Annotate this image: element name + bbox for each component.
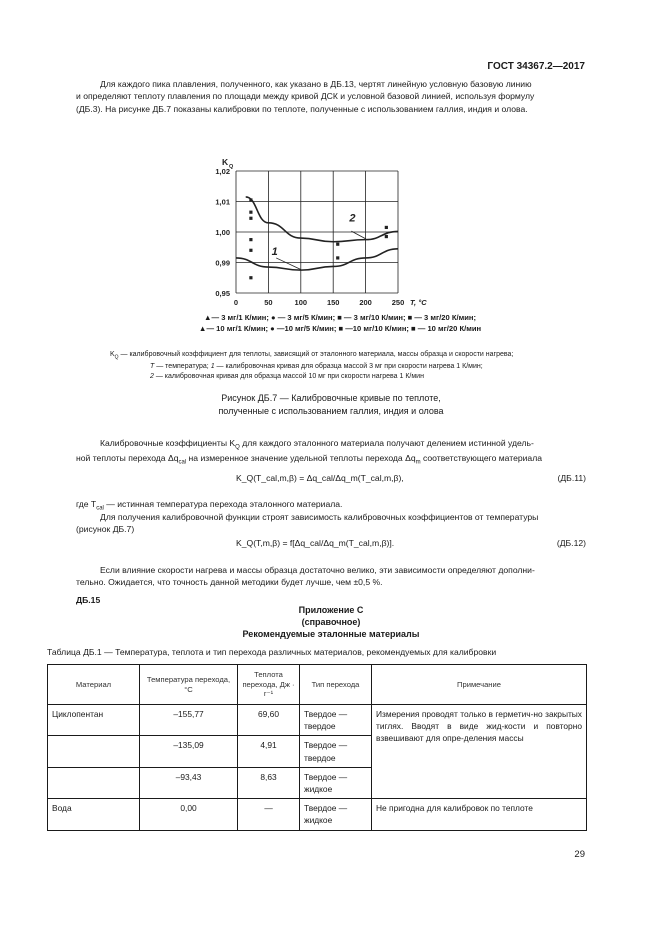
- table-row: [48, 705, 587, 736]
- data-point: [249, 217, 252, 220]
- data-point: [336, 256, 339, 259]
- appendix-subject: Рекомендуемые эталонные материалы: [242, 629, 420, 640]
- where-line: где $T_{cal}$ — истинная температура перехода эталонного материала.: [76, 499, 343, 512]
- cell-type: Твердое — жидкое: [300, 799, 372, 830]
- y-tick-label: 0,99: [215, 258, 230, 268]
- data-point: [385, 235, 388, 238]
- data-point: [385, 226, 388, 229]
- accuracy-paragraph: [76, 564, 586, 589]
- y-axis-label: K: [222, 157, 229, 167]
- cell-heat: 4,91: [238, 736, 300, 767]
- header-heat: Теплота перехода, Дж · г⁻¹: [238, 665, 300, 705]
- x-tick-label: 50: [264, 298, 273, 307]
- cell-temperature: –93,43: [140, 767, 238, 798]
- appendix-sub: (справочное): [301, 617, 361, 628]
- formula-db11-expression: K_Q(T_cal,m,β) = Δq_cal/Δq_m(T_cal,m,β),: [236, 473, 404, 483]
- formula-db11-number: (ДБ.11): [557, 473, 586, 483]
- series-line-1: [236, 249, 398, 270]
- header-temperature: Температура перехода,°С: [140, 665, 238, 705]
- legend-line-1: ▲— 3 мг/1 К/мин; ● — 3 мг/5 К/мин; ■ — 3 мг/10 К/мин; ■ — 3 мг/20 К/мин;: [203, 313, 476, 322]
- cal-line-2: ной теплоты перехода $\Delta q_{cal}$ на измеренное значение удельной теплоты перехода $\Delta q_m$ соответствующего материала: [76, 453, 543, 467]
- y-tick-label: 1,02: [215, 167, 230, 176]
- formula-db12-expression: K_Q(T,m,β) = f[Δq_cal/Δq_m(T_cal,m,β)].: [236, 538, 395, 548]
- accuracy-line-2: тельно. Ожидается, что точность данной методики будет лучше, чем ±0,5 %.: [76, 577, 383, 588]
- table-row: [48, 799, 587, 830]
- data-point: [249, 249, 252, 252]
- cell-material: Вода: [48, 799, 140, 830]
- figure-caption: [76, 392, 586, 418]
- header-type: Тип перехода: [300, 665, 372, 705]
- chart-legend: [140, 312, 540, 334]
- cell-type: Твердое — твердое: [300, 736, 372, 767]
- cell-temperature: –135,09: [140, 736, 238, 767]
- intro-line-3: (ДБ.3). На рисунке ДБ.7 показаны калибровки по теплоте, полученные с использованием галлия, индия и олова.: [76, 103, 528, 114]
- section-db15: ДБ.15: [76, 595, 101, 605]
- cell-note-cyclopentane: Измерения проводят только в герметич-но закрытых тиглях. Вводят в виде жид-кости и повторно взвешивают для опре-деления массы: [372, 705, 587, 799]
- cell-note: Не пригодна для калибровок по теплоте: [372, 799, 587, 830]
- x-tick-label: 200: [359, 298, 372, 307]
- x-tick-label: 0: [233, 298, 239, 307]
- function-line-1: Для получения калибровочной функции строят зависимость калибровочных коэффициентов от температуры: [100, 512, 539, 522]
- y-tick-label: 1,01: [215, 197, 230, 207]
- data-point: [249, 238, 252, 241]
- caption-line-2: полученные с использованием галлия, индия и олова: [218, 406, 444, 417]
- caption-line-1: Рисунок ДБ.7 — Калибровочные кривые по теплоте,: [221, 393, 441, 403]
- intro-paragraph: [76, 78, 586, 115]
- cell-type: Твердое — твердое: [300, 705, 372, 736]
- function-line-2: (рисунок ДБ.7): [76, 524, 135, 535]
- data-point: [336, 243, 339, 246]
- data-point: [249, 198, 252, 201]
- cell-heat: 8,63: [238, 767, 300, 798]
- cell-temperature: 0,00: [140, 799, 238, 830]
- x-tick-label: 250: [391, 298, 405, 307]
- series-label-2: 2: [349, 212, 356, 225]
- cell-type: Твердое — жидкое: [300, 767, 372, 798]
- note-line-3: 2 — калибровочная кривая для образца массой 10 мг при скорости нагрева 1 К/мин: [150, 373, 424, 381]
- x-tick-label: 150: [326, 298, 340, 307]
- appendix-title: Приложение С: [298, 605, 364, 615]
- appendix-heading: [76, 604, 586, 640]
- note-line-1: $K_Q$ — калибровочный коэффициент для теплоты, зависящий от эталонного материала, массы образца и скорости нагрева;: [110, 351, 514, 361]
- table-caption: Таблица ДБ.1 — Температура, теплота и тип перехода различных материалов, рекомендуемых для калибровки: [47, 647, 497, 657]
- calibration-paragraph: [76, 437, 586, 468]
- reference-materials-table: [47, 664, 587, 831]
- cell-heat: 69,60: [238, 705, 300, 736]
- figure-notes: [110, 350, 610, 383]
- y-tick-label: 1,00: [215, 228, 230, 237]
- note-line-2: T — температура; 1 — калибровочная кривая для образца массой 3 мг при скорости нагрева 1 К/мин;: [150, 362, 483, 370]
- function-paragraph: [76, 511, 586, 536]
- data-point: [249, 211, 252, 214]
- cell-material: [48, 736, 140, 767]
- header-material: Материал: [48, 665, 140, 705]
- formula-db12-number: (ДБ.12): [556, 538, 586, 548]
- header-note: Примечание: [372, 665, 587, 705]
- cell-material: Циклопентан: [48, 705, 140, 736]
- cal-line-1: Калибровочные коэффициенты $K_Q$ для каждого эталонного материала получают делением истинной удель-: [100, 438, 534, 451]
- cell-temperature: –155,77: [140, 705, 238, 736]
- intro-line-2: и определяют теплоту плавления по площади между кривой ДСК и условной базовой линией, используя формулу: [76, 91, 535, 102]
- y-axis-label-sub: Q: [229, 164, 234, 170]
- standard-header: ГОСТ 34367.2—2017: [487, 61, 585, 72]
- x-axis-label: T, °C: [410, 298, 427, 307]
- accuracy-line-1: Если влияние скорости нагрева и массы образца достаточно велико, эти зависимости определяют дополни-: [100, 565, 535, 575]
- x-tick-label: 100: [294, 298, 308, 307]
- data-point: [249, 276, 252, 279]
- legend-line-2: ▲— 10 мг/1 К/мин; ● —10 мг/5 К/мин; ■ —10 мг/10 К/мин; ■ — 10 мг/20 К/мин: [198, 324, 482, 333]
- cell-heat: —: [238, 799, 300, 830]
- table-header-row: [48, 665, 587, 705]
- y-tick-label: 0,95: [215, 289, 230, 298]
- intro-line-1: Для каждого пика плавления, полученного, как указано в ДБ.13, чертят линейную условную базовую линию: [100, 79, 532, 89]
- page-number: 29: [574, 849, 585, 860]
- series-label-1: 1: [271, 245, 278, 258]
- cell-material: [48, 767, 140, 798]
